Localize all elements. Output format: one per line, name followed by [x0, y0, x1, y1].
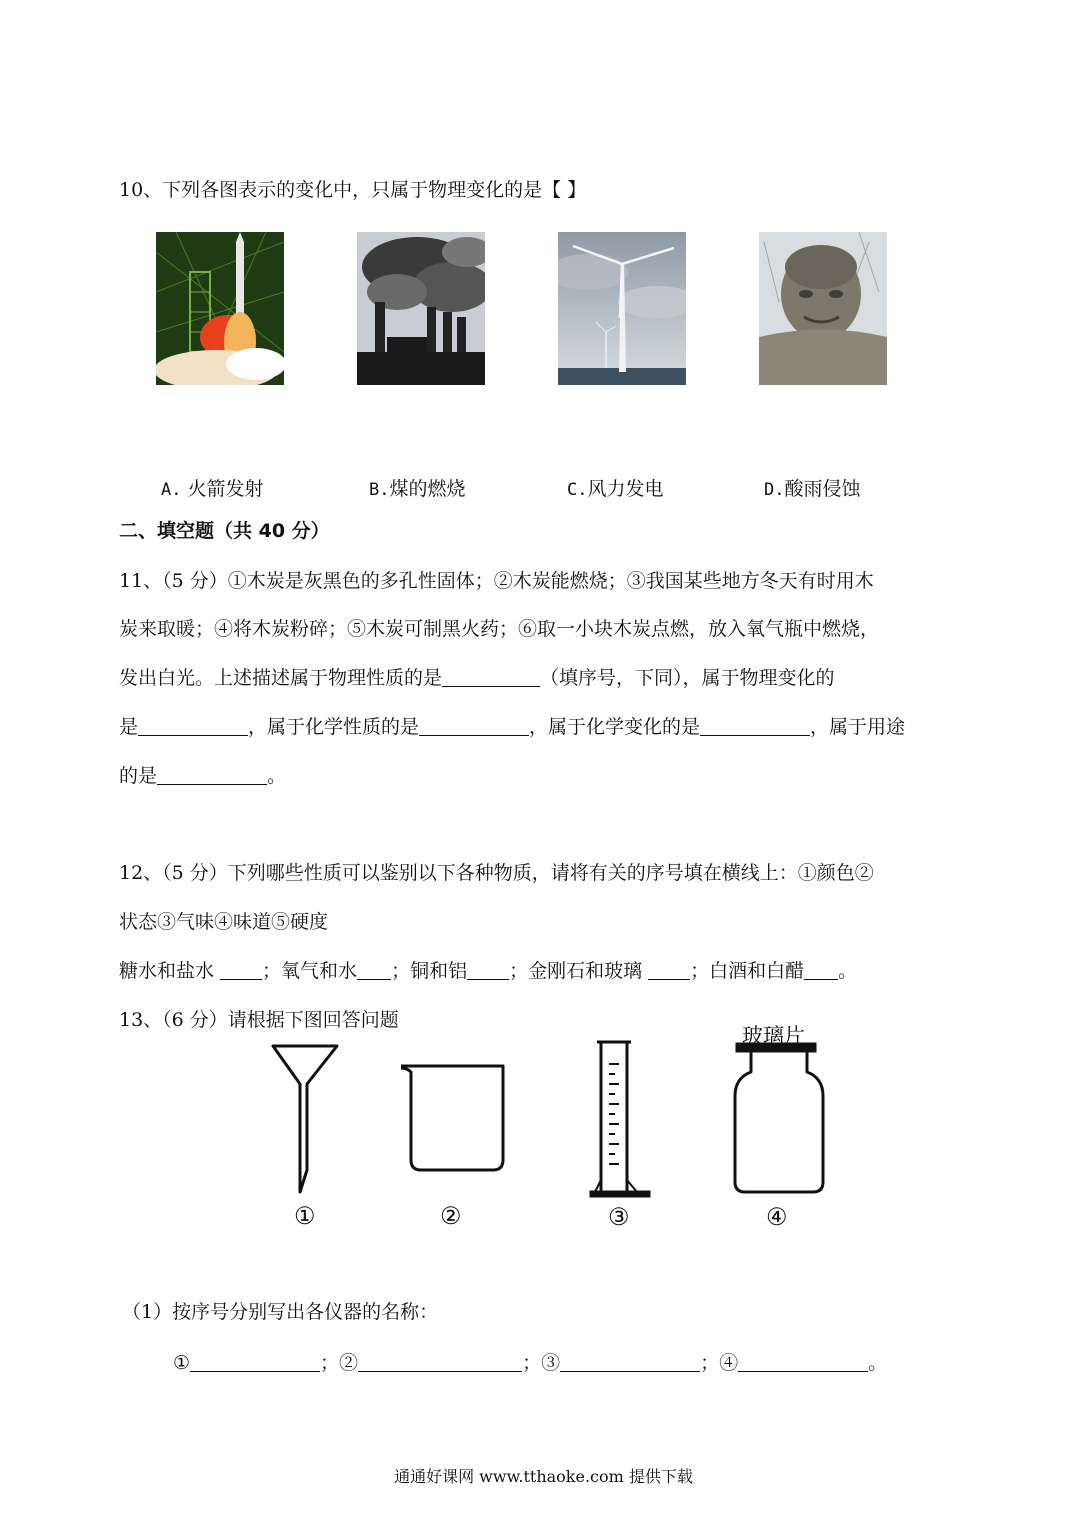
apparatus-label-4: ④ — [766, 1203, 788, 1231]
answer-blank[interactable] — [220, 978, 262, 980]
answer-blank[interactable] — [738, 1370, 868, 1372]
option-d: D.酸雨侵蚀 — [764, 478, 861, 500]
q13-stem: 13、（6 分）请根据下图回答问题 — [119, 1009, 399, 1031]
funnel-icon — [273, 1046, 337, 1192]
apparatus-label-1: ① — [294, 1202, 316, 1230]
answer-blank[interactable] — [467, 978, 509, 980]
answer-blank[interactable] — [357, 978, 391, 980]
q11-line-3: 发出白光。上述描述属于物理性质的是 （填序号，下同），属于物理变化的 — [119, 667, 835, 689]
q12-line-3: 糖水和盐水 ；氧气和水 ；铜和铝 ；金刚石和玻璃 ；白酒和白醋 。 — [119, 960, 858, 982]
answer-blank[interactable] — [804, 978, 838, 980]
beaker-icon — [401, 1066, 503, 1170]
answer-blank[interactable] — [419, 734, 529, 736]
option-b: B.煤的燃烧 — [369, 478, 466, 500]
answer-blank[interactable] — [358, 1370, 522, 1372]
wind-power-photo — [558, 232, 686, 385]
q11-line-2: 炭来取暖；④将木炭粉碎；⑤木炭可制黑火药；⑥取一小块木炭点燃，放入氧气瓶中燃烧， — [119, 618, 880, 640]
coal-burning-photo — [357, 232, 485, 385]
q11-line-1: 11、（5 分）①木炭是灰黑色的多孔性固体；②木炭能燃烧；③我国某些地方冬天有时用木 — [119, 570, 874, 592]
answer-blank[interactable] — [138, 734, 248, 736]
option-c: C.风力发电 — [567, 478, 664, 500]
gas-collecting-bottle-icon — [735, 1044, 823, 1192]
answer-blank[interactable] — [700, 734, 810, 736]
page-footer: 通通好课网 www.tthaoke.com 提供下载 — [394, 1467, 693, 1486]
q11-line-5: 的是 。 — [119, 765, 287, 787]
answer-blank[interactable] — [648, 978, 690, 980]
q13-answer-line: ① ；② ；③ ；④ 。 — [173, 1352, 888, 1374]
q13-sub1: （1）按序号分别写出各仪器的名称： — [122, 1301, 439, 1323]
q10-stem: 10、下列各图表示的变化中，只属于物理变化的是【 】 — [119, 179, 587, 201]
apparatus-label-3: ③ — [608, 1203, 630, 1231]
answer-blank[interactable] — [190, 1370, 320, 1372]
graduated-cylinder-icon — [591, 1042, 649, 1196]
acid-rain-statue-photo — [759, 232, 887, 385]
answer-blank[interactable] — [560, 1370, 700, 1372]
q12-line-2: 状态③气味④味道⑤硬度 — [119, 911, 329, 933]
answer-blank[interactable] — [157, 783, 267, 785]
answer-blank[interactable] — [442, 685, 540, 687]
q12-line-1: 12、（5 分）下列哪些性质可以鉴别以下各种物质，请将有关的序号填在横线上：①颜色② — [119, 862, 874, 884]
apparatus-label-2: ② — [440, 1202, 462, 1230]
cylinder-scale-marks — [609, 1064, 619, 1164]
section-title: 二、填空题（共 40 分） — [119, 520, 330, 542]
q11-line-4: 是 ，属于化学性质的是 ，属于化学变化的是 ，属于用途 — [119, 716, 906, 738]
option-a: A. 火箭发射 — [161, 478, 264, 500]
glass-plate-label: 玻璃片 — [742, 1024, 805, 1048]
rocket-launch-photo — [156, 232, 284, 385]
